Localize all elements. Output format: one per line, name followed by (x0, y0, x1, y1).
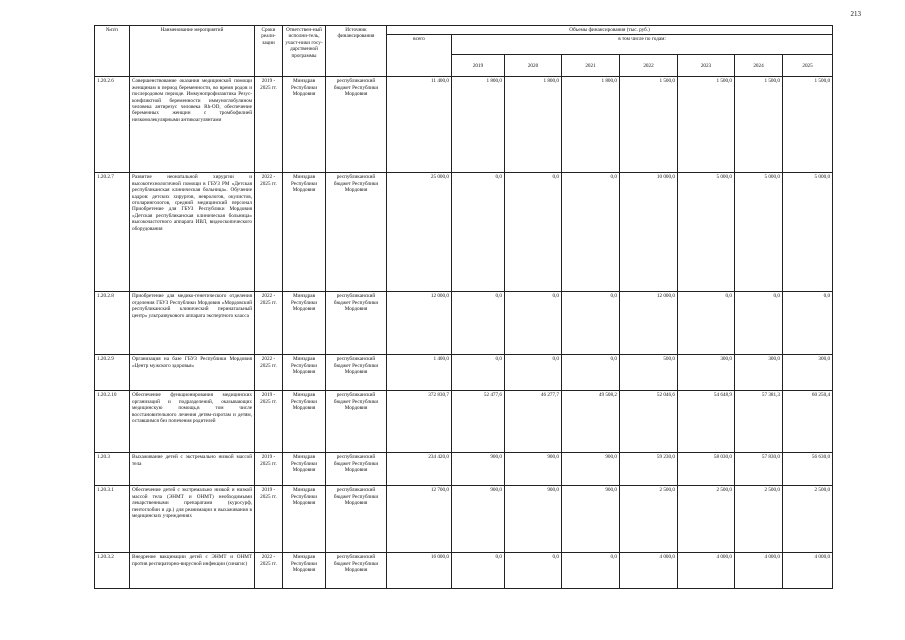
header-source: Источник финансирования (326, 26, 387, 77)
row-year-value: 57 830,0 (735, 453, 783, 486)
table-row (95, 453, 833, 486)
row-year-value: 12 000,0 (620, 292, 678, 355)
row-year-value: 1 500,0 (678, 77, 735, 173)
row-num: 1.20.2.6 (95, 77, 130, 173)
row-year-value: 0,0 (505, 355, 562, 391)
row-total: 1 400,0 (387, 355, 452, 391)
row-year-value: 900,0 (562, 486, 620, 553)
row-responsible: Минздрав Республики Мордовия (283, 486, 326, 553)
row-year-value: 5 000,0 (783, 173, 833, 292)
row-name: Приобретение для медико-генетического отделения отделения ГБУЗ Республики Мордовия «Мордовский республиканский клинический перинатальный центр» ультразвукового аппарата экспертного класса (130, 292, 255, 355)
row-year-value: 46 277,7 (505, 391, 562, 453)
row-year-value: 1 800,0 (452, 77, 505, 173)
table-row (95, 173, 833, 292)
row-year-value: 300,0 (735, 355, 783, 391)
row-num: 1.20.2.8 (95, 292, 130, 355)
row-year-value: 0,0 (452, 553, 505, 589)
row-total: 12 000,0 (387, 292, 452, 355)
row-year-value: 5 000,0 (678, 173, 735, 292)
row-name: Обеспечение детей с экстремально низкой и низкой массой тела (ЭНМТ и ОНМТ) необходимыми лекарственными препаратами (куросурф, пентоглобин и др.) для реанимации и выхаживания в медицинских учреждениях (130, 486, 255, 553)
row-total: 25 000,0 (387, 173, 452, 292)
row-dates: 2019 - 2025 гг. (255, 486, 283, 553)
row-year-value: 56 630,0 (783, 453, 833, 486)
row-dates: 2022 - 2025 гг. (255, 553, 283, 589)
row-name: Совершенствование оказания медицинской помощи женщинам в период беременности, во время родов и послеродовом периоде. Иммунопрофилактика Резус-конфликтной беременности иммуноглобулином человека антирезус человека Rh-OD, обеспечение беременных женщин с тромбофилией низкомолекулярными антикоагулянтами (130, 77, 255, 173)
row-year-value: 0,0 (505, 553, 562, 589)
header-year: 2024 (735, 55, 783, 77)
row-year-value: 57 381,3 (735, 391, 783, 453)
row-year-value: 49 508,2 (562, 391, 620, 453)
row-source: республиканский бюджет Республики Мордовия (326, 355, 387, 391)
row-total: 234 420,0 (387, 453, 452, 486)
table-row (95, 355, 833, 391)
row-year-value: 0,0 (678, 292, 735, 355)
row-responsible: Минздрав Республики Мордовия (283, 391, 326, 453)
table-row (95, 486, 833, 553)
header-year: 2025 (783, 55, 833, 77)
row-year-value: 0,0 (562, 173, 620, 292)
row-year-value: 1 500,0 (620, 77, 678, 173)
row-responsible: Минздрав Республики Мордовия (283, 292, 326, 355)
row-dates: 2019 - 2025 гг. (255, 391, 283, 453)
header-year: 2022 (620, 55, 678, 77)
row-year-value: 1 800,0 (505, 77, 562, 173)
row-dates: 2022 - 2025 гг. (255, 173, 283, 292)
row-responsible: Минздрав Республики Мордовия (283, 77, 326, 173)
header-year: 2019 (452, 55, 505, 77)
row-source: республиканский бюджет Республики Мордовия (326, 77, 387, 173)
row-year-value: 52 477,6 (452, 391, 505, 453)
table-row (95, 292, 833, 355)
header-dates: Сроки реали-зации (255, 26, 283, 77)
table-row (95, 391, 833, 453)
row-year-value: 2 500,0 (620, 486, 678, 553)
row-year-value: 0,0 (452, 173, 505, 292)
row-name: Выхаживание детей с экстремально низкой массой тела (130, 453, 255, 486)
row-source: республиканский бюджет Республики Мордовия (326, 553, 387, 589)
row-year-value: 0,0 (505, 173, 562, 292)
page-number: 213 (850, 10, 861, 18)
row-year-value: 59 230,0 (620, 453, 678, 486)
row-year-value: 10 000,0 (620, 173, 678, 292)
row-name: Организация на базе ГБУЗ Республики Мордовия «Центр мужского здоровья» (130, 355, 255, 391)
financing-table (94, 25, 833, 589)
row-year-value: 0,0 (562, 553, 620, 589)
row-year-value: 0,0 (505, 292, 562, 355)
row-num: 1.20.2.10 (95, 391, 130, 453)
header-year: 2023 (678, 55, 735, 77)
row-dates: 2022 - 2025 гг. (255, 292, 283, 355)
row-responsible: Минздрав Республики Мордовия (283, 173, 326, 292)
row-num: 1.20.2.9 (95, 355, 130, 391)
row-year-value: 52 046,6 (620, 391, 678, 453)
row-year-value: 2 500,0 (735, 486, 783, 553)
row-year-value: 900,0 (452, 486, 505, 553)
row-year-value: 4 000,0 (735, 553, 783, 589)
row-responsible: Минздрав Республики Мордовия (283, 355, 326, 391)
row-year-value: 900,0 (505, 486, 562, 553)
header-name: Наименование мероприятий (130, 26, 255, 77)
row-year-value: 500,0 (620, 355, 678, 391)
row-year-value: 2 500,0 (783, 486, 833, 553)
row-year-value: 0,0 (562, 292, 620, 355)
row-year-value: 900,0 (505, 453, 562, 486)
header-year: 2020 (505, 55, 562, 77)
row-source: республиканский бюджет Республики Мордовия (326, 453, 387, 486)
row-year-value: 900,0 (452, 453, 505, 486)
row-year-value: 1 500,0 (735, 77, 783, 173)
header-total: всего (387, 35, 452, 77)
row-dates: 2022 - 2025 гг. (255, 355, 283, 391)
row-total: 16 000,0 (387, 553, 452, 589)
row-source: республиканский бюджет Республики Мордовия (326, 173, 387, 292)
row-year-value: 300,0 (783, 355, 833, 391)
row-num: 1.20.3 (95, 453, 130, 486)
header-responsible: Ответствен-ный исполни-тель, участ-ники госу-дарственной программы (283, 26, 326, 77)
row-source: республиканский бюджет Республики Мордовия (326, 391, 387, 453)
row-responsible: Минздрав Республики Мордовия (283, 453, 326, 486)
row-name: Внедрение вакцинации детей с ЭНМТ и ОНМТ против респираторно-вирусной инфекции (синагис) (130, 553, 255, 589)
row-year-value: 4 000,0 (620, 553, 678, 589)
row-year-value: 1 500,0 (783, 77, 833, 173)
row-year-value: 5 000,0 (735, 173, 783, 292)
row-num: 1.20.2.7 (95, 173, 130, 292)
table-header (95, 26, 833, 77)
row-num: 1.20.3.1 (95, 486, 130, 553)
row-year-value: 54 648,9 (678, 391, 735, 453)
row-year-value: 0,0 (783, 292, 833, 355)
row-name: Развитие неонатальной хирургии и высокотехнологичной помощи в ГБУЗ РМ «Детская республиканская клиническая больница». Обучение кадров: детских хирургов, неврологов, окулистов, отоларингологов, средний медицинский персонал Приобретение для ГБУЗ Республики Мордовия «Детская республиканская клиническая больница» высокочастотного аппарата ИВЛ, видеоскопического оборудования (130, 173, 255, 292)
row-year-value: 2 500,0 (678, 486, 735, 553)
row-num: 1.20.3.2 (95, 553, 130, 589)
row-year-value: 300,0 (678, 355, 735, 391)
row-responsible: Минздрав Республики Мордовия (283, 553, 326, 589)
row-year-value: 0,0 (452, 292, 505, 355)
row-dates: 2019 - 2025 гг. (255, 77, 283, 173)
row-total: 372 830,7 (387, 391, 452, 453)
header-year: 2021 (562, 55, 620, 77)
row-year-value: 0,0 (452, 355, 505, 391)
row-dates: 2019 - 2025 гг. (255, 453, 283, 486)
row-year-value: 1 800,0 (562, 77, 620, 173)
row-source: республиканский бюджет Республики Мордовия (326, 292, 387, 355)
header-volumes: Объемы финансирования (тыс. руб.) (387, 26, 833, 35)
row-total: 11 400,0 (387, 77, 452, 173)
row-year-value: 900,0 (562, 453, 620, 486)
row-total: 12 700,0 (387, 486, 452, 553)
row-source: республиканский бюджет Республики Мордовия (326, 486, 387, 553)
table-row (95, 77, 833, 173)
row-year-value: 0,0 (735, 292, 783, 355)
table-row (95, 553, 833, 589)
header-num: №п/п (95, 26, 130, 77)
row-year-value: 4 000,0 (783, 553, 833, 589)
header-by-year: в том числе по годам: (452, 35, 833, 55)
row-year-value: 58 030,0 (678, 453, 735, 486)
row-year-value: 0,0 (562, 355, 620, 391)
row-year-value: 4 000,0 (678, 553, 735, 589)
row-name: Обеспечение функционирования медицинских организаций и подразделений, оказывающих медицинскую помощь,в том числе восстановительного лечения детям-сиротам и детям, оставшимся без попечения родителей (130, 391, 255, 453)
row-year-value: 60 250,4 (783, 391, 833, 453)
